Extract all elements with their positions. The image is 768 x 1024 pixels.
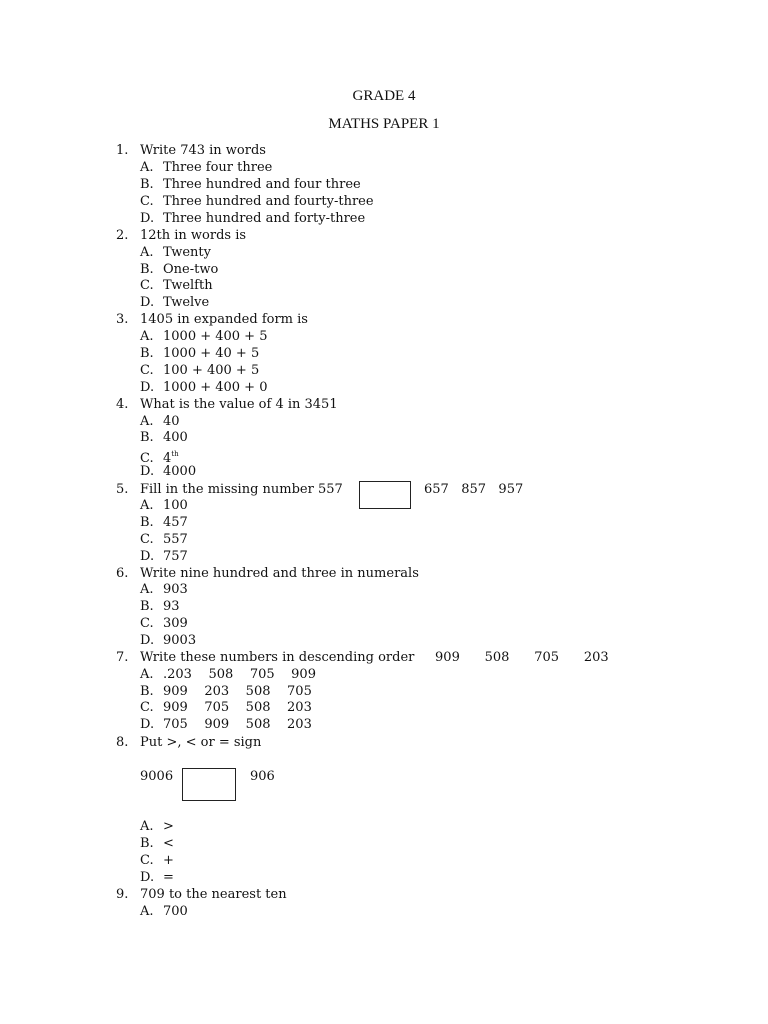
- question-8: [116, 734, 261, 751]
- option-7b: [140, 683, 312, 700]
- option-6d: [140, 632, 196, 649]
- question-text: Fill in the missing number 557: [140, 482, 343, 497]
- option-letter: A.: [140, 160, 154, 175]
- option-text: 1000 + 400 + 5: [163, 329, 268, 344]
- option-3b: [140, 345, 259, 362]
- question-number: 2.: [116, 228, 129, 243]
- option-text: 93: [163, 599, 180, 614]
- question-number: 4.: [116, 397, 129, 412]
- option-text: 1000 + 400 + 0: [163, 380, 268, 395]
- option-4c: [140, 446, 179, 466]
- option-text: =: [163, 870, 174, 885]
- option-6c: [140, 615, 188, 632]
- option-letter: B.: [140, 836, 154, 851]
- option-8d: [140, 869, 174, 886]
- option-letter: B.: [140, 262, 154, 277]
- option-4a: [140, 413, 180, 430]
- question-text: Write these numbers in descending order 909 508 705 203: [140, 650, 609, 665]
- option-letter: A.: [140, 498, 154, 513]
- compare-left-value: 9006: [140, 769, 174, 784]
- option-letter: B.: [140, 515, 154, 530]
- option-letter: D.: [140, 549, 155, 564]
- option-8a: [140, 818, 174, 835]
- option-text: 400: [163, 430, 188, 445]
- option-8b: [140, 835, 174, 852]
- option-text: .203 508 705 909: [163, 667, 316, 682]
- option-letter: D.: [140, 870, 155, 885]
- option-text: 909 705 508 203: [163, 700, 312, 715]
- option-3d: [140, 379, 267, 396]
- option-letter: C.: [140, 278, 154, 293]
- question-6: [116, 565, 419, 582]
- question-1: [116, 142, 266, 159]
- question-number: 3.: [116, 312, 129, 327]
- grade-title: GRADE 4: [352, 88, 416, 104]
- option-7d: [140, 716, 312, 733]
- option-1b: [140, 176, 361, 193]
- option-9a: [140, 903, 188, 920]
- option-text: Three hundred and fourty-three: [163, 194, 374, 209]
- sequence-numbers: 657 857 957: [424, 482, 524, 497]
- option-text: 757: [163, 549, 188, 564]
- question-number: 5.: [116, 482, 129, 497]
- compare-right-value: 906: [250, 769, 275, 784]
- question-number: 9.: [116, 887, 129, 902]
- option-2a: [140, 244, 211, 261]
- option-letter: B.: [140, 599, 154, 614]
- option-6a: [140, 581, 188, 598]
- option-letter: B.: [140, 684, 154, 699]
- question-2: [116, 227, 246, 244]
- option-3a: [140, 328, 267, 345]
- option-text: 705 909 508 203: [163, 717, 312, 732]
- option-letter: C.: [140, 853, 154, 868]
- option-text: 1000 + 40 + 5: [163, 346, 260, 361]
- option-text: Twenty: [163, 245, 211, 260]
- option-letter: A.: [140, 245, 154, 260]
- option-letter: D.: [140, 717, 155, 732]
- option-letter: C.: [140, 532, 154, 547]
- question-5: [116, 481, 343, 498]
- option-8c: [140, 852, 174, 869]
- question-text: Write 743 in words: [140, 143, 266, 158]
- option-letter: A.: [140, 414, 154, 429]
- option-text: 700: [163, 904, 188, 919]
- question-9: [116, 886, 287, 903]
- option-4d: [140, 463, 196, 480]
- option-letter: C.: [140, 194, 154, 209]
- option-1a: [140, 159, 272, 176]
- question-7: [116, 649, 609, 666]
- missing-number-box[interactable]: [359, 481, 411, 509]
- option-text: 909 203 508 705: [163, 684, 312, 699]
- option-text: >: [163, 819, 174, 834]
- option-text: 309: [163, 616, 188, 631]
- option-text: Twelve: [163, 295, 210, 310]
- question-number: 6.: [116, 566, 129, 581]
- option-5b: [140, 514, 188, 531]
- option-2c: [140, 277, 213, 294]
- option-text: Three four three: [163, 160, 273, 175]
- option-1d: [140, 210, 365, 227]
- paper-title: MATHS PAPER 1: [328, 116, 440, 132]
- option-5a: [140, 497, 188, 514]
- option-1c: [140, 193, 374, 210]
- option-5d: [140, 548, 188, 565]
- option-letter: D.: [140, 464, 155, 479]
- option-text: 100 + 400 + 5: [163, 363, 260, 378]
- option-letter: A.: [140, 904, 154, 919]
- question-number: 7.: [116, 650, 129, 665]
- option-2d: [140, 294, 209, 311]
- question-text: Write nine hundred and three in numerals: [140, 566, 419, 581]
- option-letter: B.: [140, 177, 154, 192]
- option-7a: [140, 666, 316, 683]
- option-letter: D.: [140, 211, 155, 226]
- option-letter: C.: [140, 616, 154, 631]
- option-letter: C.: [140, 700, 154, 715]
- option-letter: C.: [140, 363, 154, 378]
- question-text: Put >, < or = sign: [140, 735, 262, 750]
- option-text: Three hundred and forty-three: [163, 211, 366, 226]
- option-letter: C.: [140, 451, 154, 466]
- option-4b: [140, 429, 188, 446]
- option-6b: [140, 598, 180, 615]
- question-text: 12th in words is: [140, 228, 247, 243]
- option-letter: D.: [140, 295, 155, 310]
- question-text: 1405 in expanded form is: [140, 312, 308, 327]
- option-5c: [140, 531, 188, 548]
- option-7c: [140, 699, 312, 716]
- option-letter: A.: [140, 582, 154, 597]
- option-letter: D.: [140, 380, 155, 395]
- option-letter: A.: [140, 329, 154, 344]
- option-2b: [140, 261, 218, 278]
- option-text: Twelfth: [163, 278, 213, 293]
- question-text: 709 to the nearest ten: [140, 887, 287, 902]
- option-text: Three hundred and four three: [163, 177, 361, 192]
- option-text: 40: [163, 414, 180, 429]
- option-letter: B.: [140, 430, 154, 445]
- question-text: What is the value of 4 in 3451: [140, 397, 338, 412]
- option-text: +: [163, 853, 174, 868]
- option-3c: [140, 362, 259, 379]
- option-letter: A.: [140, 667, 154, 682]
- option-text: 100: [163, 498, 188, 513]
- option-text: 9003: [163, 633, 197, 648]
- question-4: [116, 396, 338, 413]
- option-text: 4000: [163, 464, 197, 479]
- option-letter: A.: [140, 819, 154, 834]
- question-number: 8.: [116, 735, 129, 750]
- option-text: One-two: [163, 262, 219, 277]
- option-text: 557: [163, 532, 188, 547]
- option-text: 457: [163, 515, 188, 530]
- comparison-sign-box[interactable]: [182, 768, 236, 801]
- question-number: 1.: [116, 143, 129, 158]
- question-3: [116, 311, 308, 328]
- option-letter: B.: [140, 346, 154, 361]
- ordinal-suffix: th: [171, 450, 179, 458]
- option-text: 903: [163, 582, 188, 597]
- option-letter: D.: [140, 633, 155, 648]
- option-text: 4: [163, 451, 172, 466]
- option-text: <: [163, 836, 174, 851]
